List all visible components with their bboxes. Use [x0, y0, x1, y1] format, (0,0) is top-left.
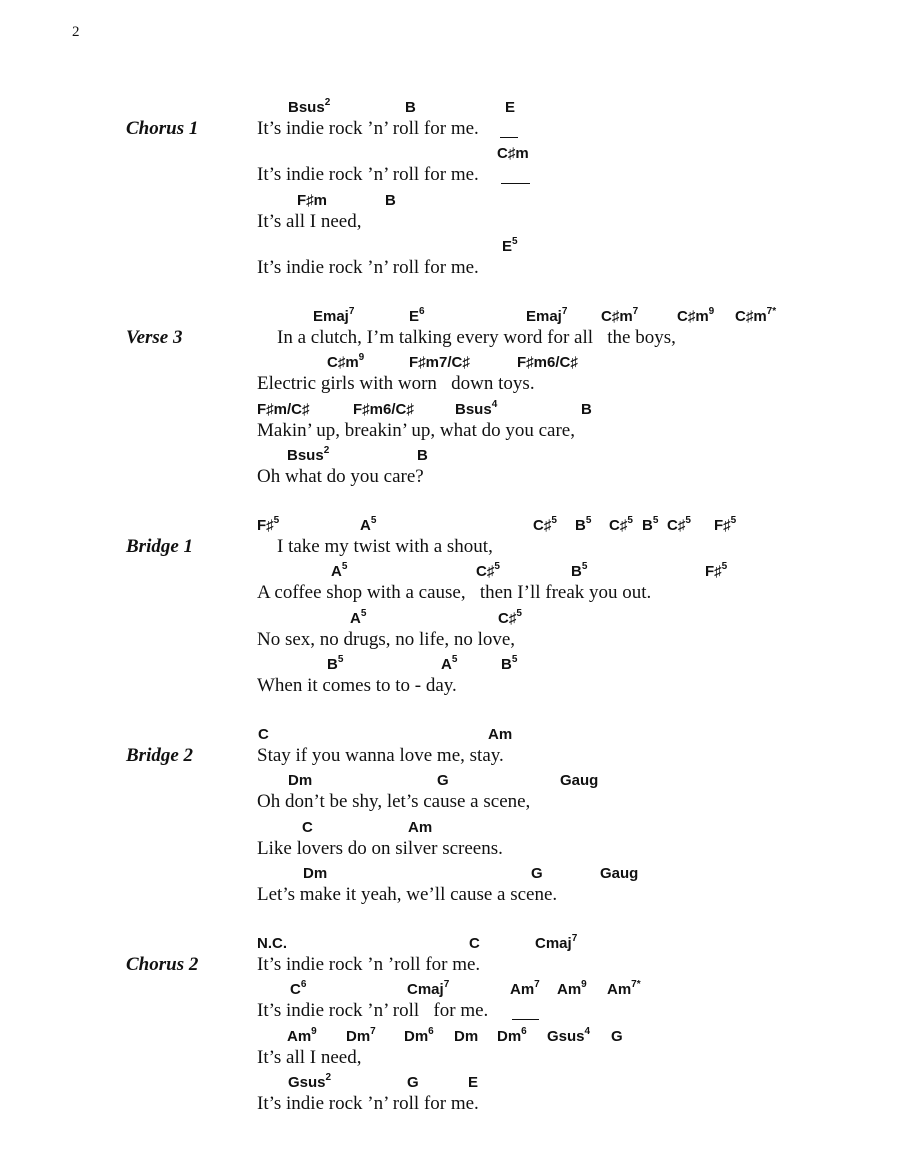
chord-symbol: G — [437, 772, 449, 789]
chord-symbol: F♯m — [297, 192, 327, 209]
lyric-line: A coffee shop with a cause, then I’ll freak you out. — [257, 582, 652, 603]
chord-symbol: $A^5$ — [441, 654, 458, 673]
melisma-extender — [512, 1019, 539, 1020]
chord-symbol: Gaug — [560, 772, 599, 789]
chord-symbol: E — [468, 1074, 479, 1091]
chord-symbol: Gaug — [600, 865, 639, 882]
chord-symbol: $C♯m^9$ — [327, 352, 365, 371]
chord-symbol: C♯m — [497, 145, 529, 162]
lyric-line: I take my twist with a shout, — [277, 536, 493, 557]
page-number: 2 — [72, 24, 80, 40]
chord-symbol: $E^5$ — [502, 236, 518, 255]
chord-symbol: Dm$^6$ — [404, 1026, 434, 1045]
chord-symbol: $Am^{7*}$ — [607, 979, 641, 998]
chord-symbol: $B^5$ — [575, 515, 592, 534]
lyric-line: It’s indie rock ’n’ roll for me. — [257, 1093, 479, 1114]
chord-symbol: $C♯m^{7*}$ — [735, 306, 777, 325]
chord-symbol: Bsus$^4$ — [455, 399, 498, 418]
chord-symbol: $B^5$ — [327, 654, 344, 673]
lyric-line: Makin’ up, breakin’ up, what do you care, — [257, 420, 575, 441]
chord-symbol: $A^5$ — [350, 608, 367, 627]
melisma-extender — [501, 183, 530, 184]
chord-symbol: Cmaj$^7$ — [535, 933, 578, 952]
chord-symbol: G — [531, 865, 543, 882]
chord-symbol: Am$^9$ — [557, 979, 587, 998]
lyric-line: It’s indie rock ’n ’roll for me. — [257, 954, 481, 975]
chord-symbol: Am$^7$ — [510, 979, 540, 998]
chord-symbol: F♯$^5$ — [705, 561, 728, 580]
section-label: Verse 3 — [126, 327, 183, 348]
chord-symbol: F♯m7/C♯ — [409, 354, 470, 371]
chord-symbol: F♯$^5$ — [714, 515, 737, 534]
chord-symbol: C♯$^5$ — [476, 561, 500, 580]
chord-symbol: Cmaj$^7$ — [407, 979, 450, 998]
chord-symbol: Dm — [454, 1028, 479, 1045]
chord-symbol: G — [407, 1074, 419, 1091]
chord-symbol: C♯$^5$ — [533, 515, 557, 534]
lyric-line: No sex, no drugs, no life, no love, — [257, 629, 516, 650]
chord-symbol: B — [405, 99, 416, 116]
lyric-line: It’s all I need, — [257, 211, 362, 232]
lyric-line: Oh don’t be shy, let’s cause a scene, — [257, 791, 531, 812]
lyric-line: It’s indie rock ’n’ roll for me. — [257, 1000, 489, 1021]
chord-symbol: C♯$^5$ — [609, 515, 633, 534]
chord-symbol: Gsus$^4$ — [547, 1026, 591, 1045]
chord-symbol: F♯m/C♯ — [257, 401, 310, 418]
chord-symbol: F♯$^5$ — [257, 515, 280, 534]
chord-symbol: Am — [408, 819, 433, 836]
lyric-line: It’s all I need, — [257, 1047, 362, 1068]
chord-symbol: Dm$^7$ — [346, 1026, 376, 1045]
chord-symbol: Bsus$^2$ — [287, 445, 330, 464]
chord-symbol: Dm — [288, 772, 313, 789]
chord-symbol: $A^5$ — [331, 561, 348, 580]
chord-symbol: $A^5$ — [360, 515, 377, 534]
lyric-line: It’s indie rock ’n’ roll for me. — [257, 164, 479, 185]
chord-symbol: $C^6$ — [290, 979, 307, 998]
chord-symbol: Dm — [303, 865, 328, 882]
chord-symbol: $E^6$ — [409, 306, 425, 325]
chord-symbol: Emaj$^7$ — [313, 306, 355, 325]
lyric-line: Electric girls with worn down toys. — [257, 373, 535, 394]
chord-symbol: B — [417, 447, 428, 464]
melisma-extender — [500, 137, 518, 138]
chord-symbol: B — [385, 192, 396, 209]
chord-symbol: C♯$^5$ — [667, 515, 691, 534]
chord-symbol: C — [469, 935, 480, 952]
lyric-line: In a clutch, I’m talking every word for all the boys, — [277, 327, 676, 348]
chord-symbol: Bsus$^2$ — [288, 97, 331, 116]
section-label: Chorus 1 — [126, 118, 199, 139]
chord-symbol: F♯m6/C♯ — [517, 354, 578, 371]
chord-symbol: $B^5$ — [501, 654, 518, 673]
chord-symbol: $C♯m^9$ — [677, 306, 715, 325]
lyric-line: When it comes to to - day. — [257, 675, 457, 696]
chord-symbol: $B^5$ — [571, 561, 588, 580]
chord-symbol: C — [258, 726, 269, 743]
chord-symbol: F♯m6/C♯ — [353, 401, 414, 418]
chord-symbol: C♯$^5$ — [498, 608, 522, 627]
lyric-line: Oh what do you care? — [257, 466, 424, 487]
chord-symbol: C — [302, 819, 313, 836]
chord-symbol: $B^5$ — [642, 515, 659, 534]
chord-symbol: $C♯m^7$ — [601, 306, 639, 325]
lyric-line: Stay if you wanna love me, stay. — [257, 745, 504, 766]
lyric-line: It’s indie rock ’n’ roll for me. — [257, 118, 479, 139]
chord-symbol: Dm$^6$ — [497, 1026, 527, 1045]
chord-symbol: E — [505, 99, 516, 116]
section-label: Bridge 2 — [126, 745, 194, 766]
section-label: Bridge 1 — [126, 536, 194, 557]
chord-symbol: Gsus$^2$ — [288, 1072, 332, 1091]
chord-symbol: Am$^9$ — [287, 1026, 317, 1045]
chord-symbol: N.C. — [257, 935, 287, 952]
chord-symbol: B — [581, 401, 592, 418]
chord-symbol: G — [611, 1028, 623, 1045]
section-label: Chorus 2 — [126, 954, 199, 975]
chord-symbol: Am — [488, 726, 513, 743]
chord-symbol: Emaj$^7$ — [526, 306, 568, 325]
lyric-line: It’s indie rock ’n’ roll for me. — [257, 257, 479, 278]
lyric-line: Let’s make it yeah, we’ll cause a scene. — [257, 884, 558, 905]
lyric-line: Like lovers do on silver screens. — [257, 838, 503, 859]
